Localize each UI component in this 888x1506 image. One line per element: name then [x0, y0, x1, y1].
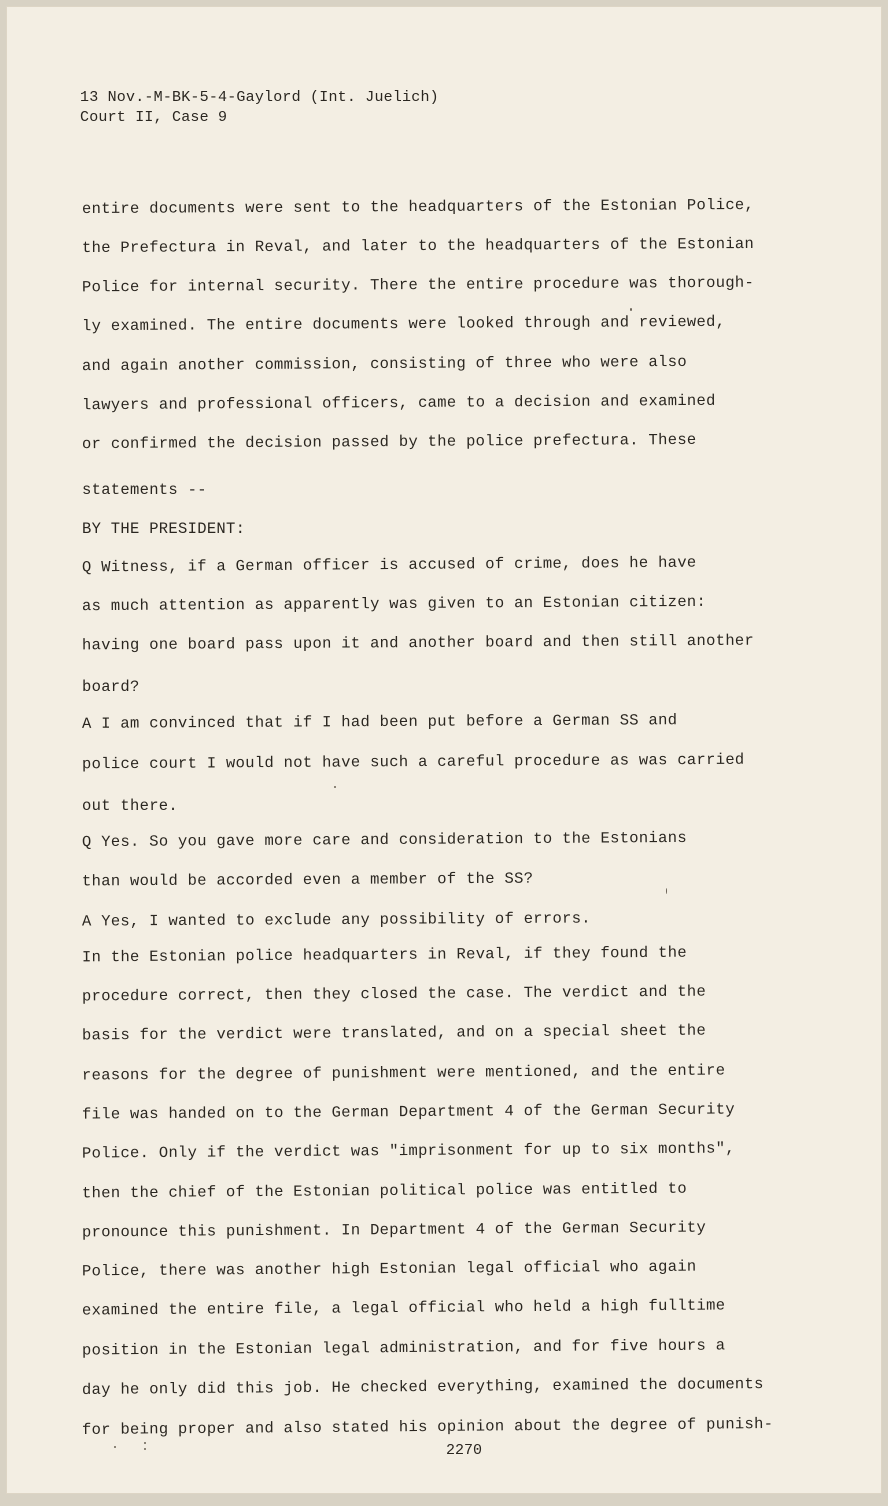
transcript-line: than would be accorded even a member of the SS? — [81, 869, 534, 891]
document-header — [80, 88, 439, 128]
transcript-line: In the Estonian police headquarters in Reval, if they found the — [81, 943, 687, 967]
ink-speck — [334, 786, 336, 788]
ink-speck — [144, 1448, 146, 1450]
transcript-line: statements -- — [82, 481, 207, 499]
transcript-line: as much attention as apparently was given to an Estonian citizen: — [81, 592, 707, 616]
document-page — [6, 6, 882, 1494]
transcript-line: day he only did this job. He checked everything, examined the documents — [81, 1375, 764, 1399]
page-number: 2270 — [446, 1442, 483, 1459]
transcript-line: pronounce this punishment. In Department 4 of the German Security — [81, 1218, 707, 1242]
transcript-line: Police, there was another high Estonian legal official who again — [81, 1257, 697, 1281]
transcript-line: having one board pass upon it and another board and then still another — [81, 631, 755, 655]
header-court-line: Court II, Case 9 — [80, 109, 228, 126]
ink-speck — [114, 1446, 116, 1448]
transcript-line: reasons for the degree of punishment were mentioned, and the entire — [81, 1061, 726, 1085]
transcript-line: examined the entire file, a legal official who held a high fulltime — [81, 1296, 726, 1320]
transcript-line: basis for the verdict were translated, and on a special sheet the — [81, 1021, 707, 1045]
transcript-line: procedure correct, then they closed the case. The verdict and the — [81, 982, 707, 1006]
transcript-line: position in the Estonian legal administration, and for five hours a — [81, 1336, 726, 1360]
answer-line: A Yes, I wanted to exclude any possibility of errors. — [81, 909, 591, 931]
speaker-heading: BY THE PRESIDENT: — [82, 520, 246, 538]
ink-speck — [144, 1442, 146, 1444]
transcript-line: Police. Only if the verdict was "imprisonment for up to six months", — [81, 1139, 735, 1163]
transcript-line: file was handed on to the German Department 4 of the German Security — [81, 1100, 735, 1124]
header-session-line: 13 Nov.-M-BK-5-4-Gaylord (Int. Juelich) — [80, 89, 439, 106]
transcript-line: for being proper and also stated his opinion about the degree of punish- — [81, 1414, 774, 1440]
ink-speck — [666, 888, 667, 894]
transcript-line: out there. — [82, 797, 179, 815]
transcript-line: ly examined. The entire documents were looked through and reviewed, — [81, 312, 726, 336]
transcript-line: lawyers and professional officers, came to a decision and examined — [81, 391, 716, 415]
transcript-line: Police for internal security. There the entire procedure was thorough- — [81, 273, 755, 297]
transcript-line: then the chief of the Estonian political police was entitled to — [81, 1179, 687, 1203]
question-line: Q Yes. So you gave more care and consideration to the Estonians — [81, 828, 687, 852]
transcript-line: or confirmed the decision passed by the police prefectura. These — [81, 430, 697, 454]
transcript-line: and again another commission, consisting of three who were also — [81, 352, 687, 376]
answer-line: A I am convinced that if I had been put before a German SS and — [81, 711, 678, 733]
transcript-line: police court I would not have such a careful procedure as was carried — [81, 750, 745, 774]
transcript-line: the Prefectura in Reval, and later to the headquarters of the Estonian — [81, 234, 755, 258]
question-line: Q Witness, if a German officer is accused of crime, does he have — [81, 553, 697, 577]
transcript-line: board? — [82, 678, 140, 696]
ink-speck — [630, 308, 632, 311]
transcript-line: entire documents were sent to the headquarters of the Estonian Police, — [81, 195, 755, 219]
